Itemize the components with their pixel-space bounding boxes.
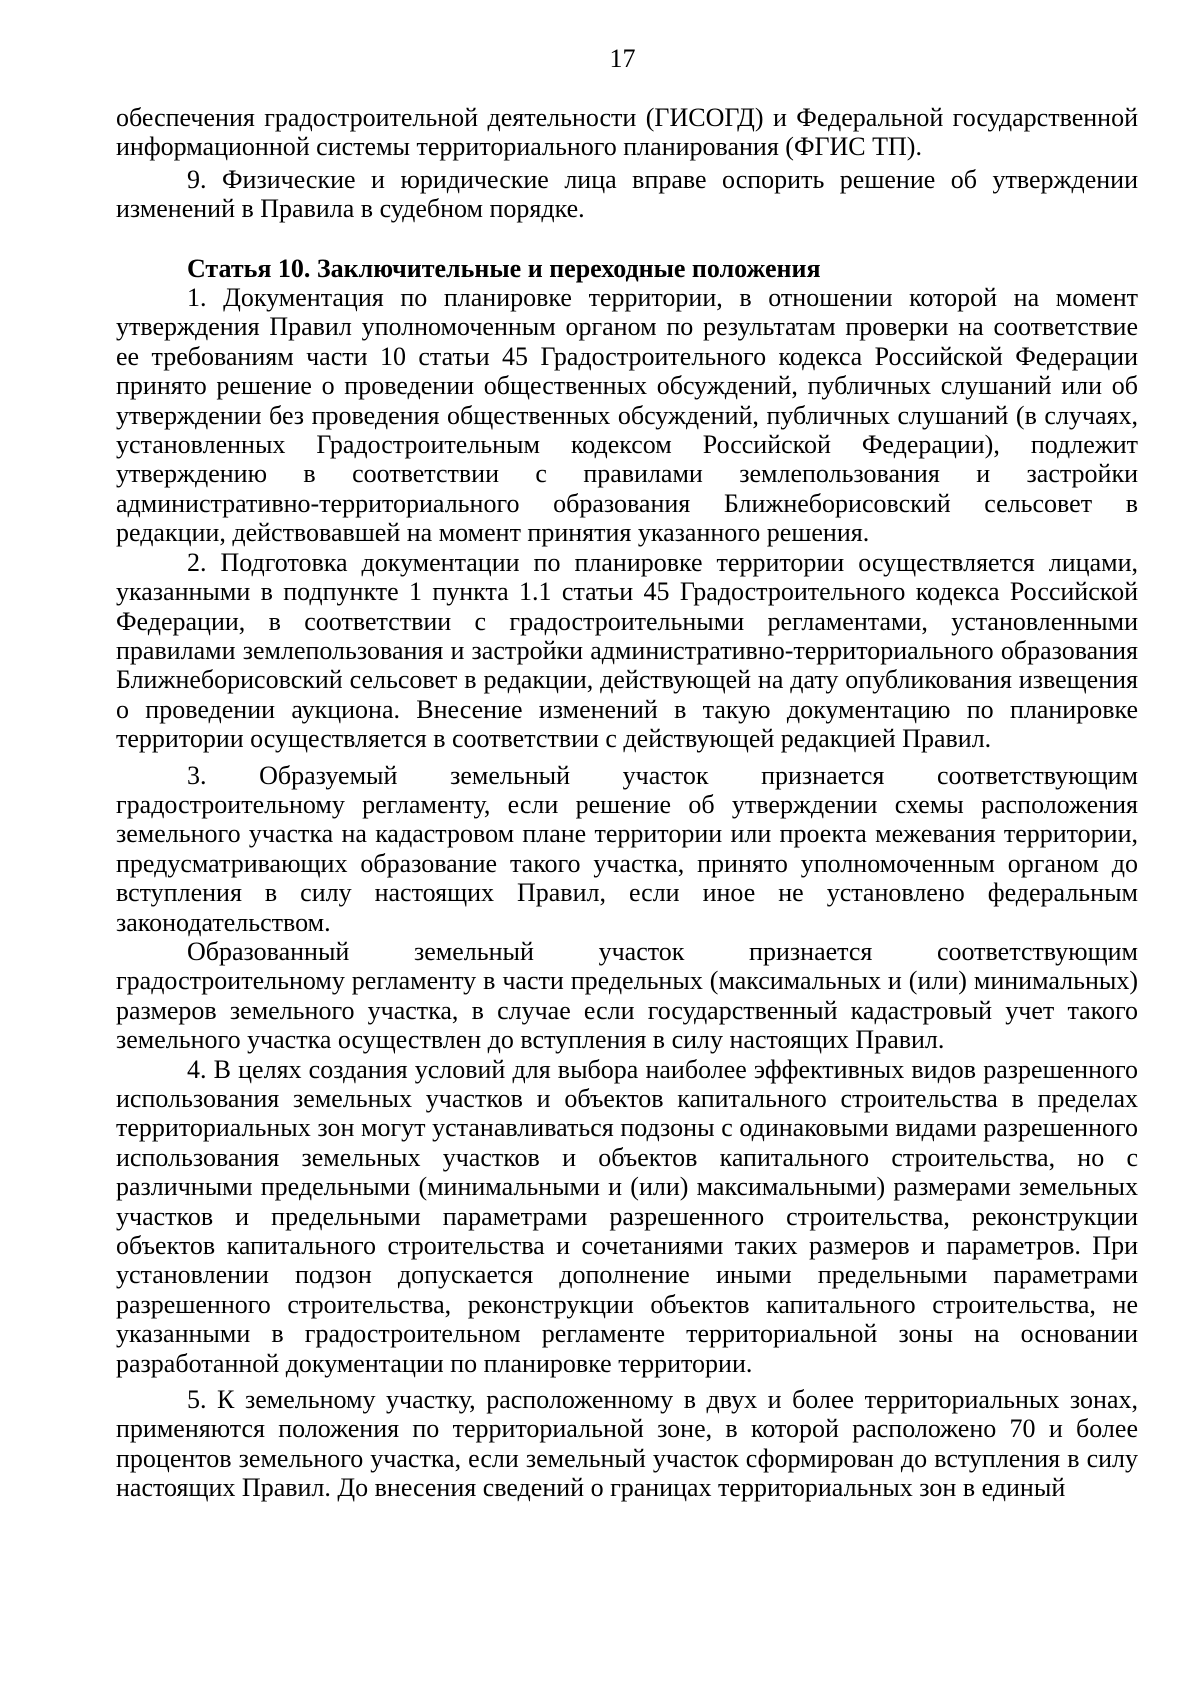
paragraph-continuation: обеспечения градостроительной деятельности (ГИСОГД) и Федеральной государственной информационной системы территориального планирования (ФГИС ТП). xyxy=(116,103,1138,162)
document-body xyxy=(116,103,1138,1503)
article-paragraph-1: 1. Документация по планировке территории, в отношении которой на момент утверждения Правил уполномоченным органом по результатам проверки на соответствие ее требованиям части 10 статьи 45 Градостроительного кодекса Российской Федерации принято решение о проведении общественных обсуждений, публичных слушаний или об утверждении без проведения общественных обсуждений, публичных слушаний (в случаях, установленных Градостроительным кодексом Российской Федерации), подлежит утверждению в соответствии с правилами землепользования и застройки административно-территориального образования Ближнеборисовский сельсовет в редакции, действовавшей на момент принятия указанного решения. xyxy=(116,283,1138,548)
page-number: 17 xyxy=(609,44,636,73)
article-paragraph-5: 5. К земельному участку, расположенному в двух и более территориальных зонах, применяются положения по территориальной зоне, в которой расположено 70 и более процентов земельного участка, если земельный участок сформирован до вступления в силу настоящих Правил. До внесения сведений о границах территориальных зон в единый xyxy=(116,1385,1138,1503)
article-paragraph-2: 2. Подготовка документации по планировке территории осуществляется лицами, указанными в подпункте 1 пункта 1.1 статьи 45 Градостроительного кодекса Российской Федерации, в соответствии с градостроительными регламентами, установленными правилами землепользования и застройки административно-территориального образования Ближнеборисовский сельсовет в редакции, действующей на дату опубликования извещения о проведении аукциона. Внесение изменений в такую документацию по планировке территории осуществляется в соответствии с действующей редакцией Правил. xyxy=(116,547,1138,754)
article-paragraph-3-continuation: Образованный земельный участок признается соответствующим градостроительному регламенту в части предельных (максимальных и (или) минимальных) размеров земельного участка, в случае если государственный кадастровый учет такого земельного участка осуществлен до вступления в силу настоящих Правил. xyxy=(116,936,1138,1055)
article-paragraph-4: 4. В целях создания условий для выбора наиболее эффективных видов разрешенного использования земельных участков и объектов капитального строительства в пределах территориальных зон могут устанавливаться подзоны с одинаковыми видами разрешенного использования земельных участков и объектов капитального строительства, но с различными предельными (минимальными и (или) максимальными) размерами земельных участков и предельными параметрами разрешенного строительства, реконструкции объектов капитального строительства и сочетаниями таких размеров и параметров. При установлении подзон допускается дополнение иными предельными параметрами разрешенного строительства, реконструкции объектов капитального строительства, не указанными в градостроительном регламенте территориальной зоны на основании разработанной документации по планировке территории. xyxy=(116,1054,1138,1378)
article-paragraph-3: 3. Образуемый земельный участок признается соответствующим градостроительному регламенту, если решение об утверждении схемы расположения земельного участка на кадастровом плане территории или проекта межевания территории, предусматривающих образование такого участка, принято уполномоченным органом до вступления в силу настоящих Правил, если иное не установлено федеральным законодательством. xyxy=(116,760,1138,937)
article-heading: Статья 10. Заключительные и переходные положения xyxy=(187,253,821,283)
paragraph-item-9: 9. Физические и юридические лица вправе оспорить решение об утверждении изменений в Правила в судебном порядке. xyxy=(116,164,1138,224)
